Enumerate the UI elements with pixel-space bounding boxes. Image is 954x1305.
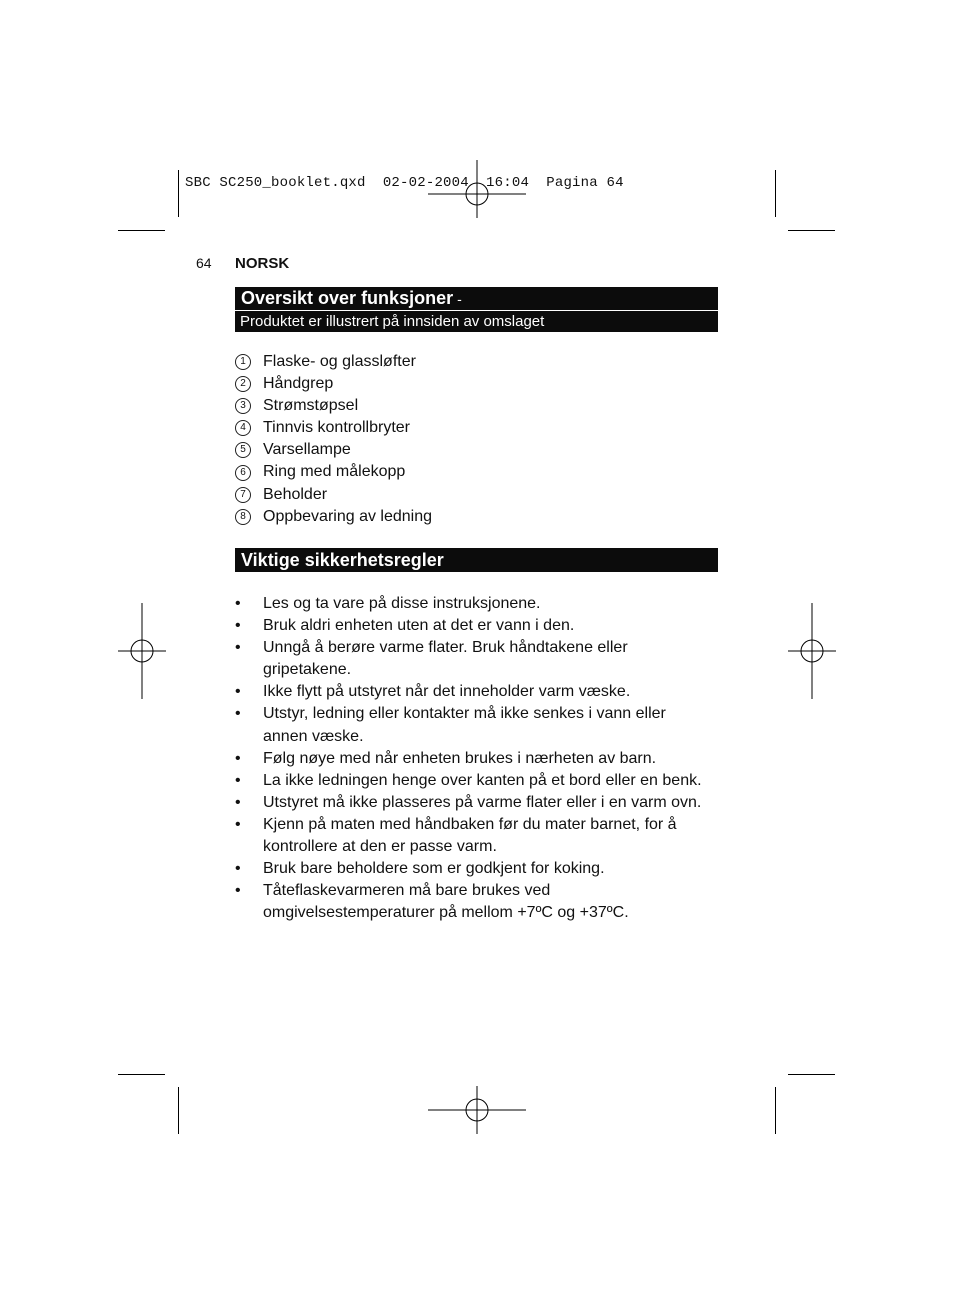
list-item [235,351,432,373]
list-item: • Utstyret må ikke plasseres på varme flater eller i en varm ovn. [235,792,705,814]
list-item: • Følg nøye med når enheten brukes i nærheten av barn. [235,748,705,770]
print-slug: SBC SC250_booklet.qxd 02-02-2004 16:04 Pagina 64 [185,175,624,191]
overview-title-dash: - [457,291,462,307]
feature-label: Håndgrep [263,375,334,393]
list-item [235,373,432,395]
crop-mark [118,230,165,231]
circled-number: 2 [235,376,251,392]
list-item: • Utstyr, ledning eller kontakter må ikke senkes i vann eller annen væske. [235,703,705,747]
safety-title: Viktige sikkerhetsregler [241,550,444,570]
crop-mark [788,1074,835,1075]
circled-number: 8 [235,509,251,525]
feature-label: Ring med målekopp [263,463,406,481]
registration-mark-bottom [428,1086,526,1134]
feature-label: Tinnvis kontrollbryter [263,419,411,437]
list-item [235,439,432,461]
circled-number: 5 [235,442,251,458]
feature-label: Beholder [263,485,328,503]
list-item [235,417,432,439]
list-item [235,395,432,417]
list-item [235,461,432,483]
language-heading: NORSK [235,255,290,272]
list-item: • Tåteflaskevarmeren må bare brukes ved omgivelsestemperaturer på mellom +7ºC og +37ºC. [235,880,705,924]
list-item [235,506,432,528]
safety-heading [235,548,718,572]
circled-number: 6 [235,465,251,481]
feature-list [235,351,432,528]
list-item: • Unngå å berøre varme flater. Bruk håndtakene eller gripetakene. [235,637,705,681]
registration-mark-right [788,603,836,699]
circled-number: 7 [235,487,251,503]
overview-subtitle: Produktet er illustrert på innsiden av omslaget [235,310,718,332]
list-item: • Kjenn på maten med håndbaken før du mater barnet, for å kontrollere at den er passe varm. [235,814,705,858]
feature-label: Oppbevaring av ledning [263,507,433,525]
crop-mark [775,1087,776,1134]
list-item: • Bruk bare beholdere som er godkjent for koking. [235,858,705,880]
overview-title: Oversikt over funksjoner [241,288,454,308]
registration-mark-top [428,160,526,218]
feature-label: Flaske- og glassløfter [263,353,416,370]
crop-mark [178,170,179,217]
circled-number: 3 [235,398,251,414]
list-item: • Les og ta vare på disse instruksjonene. [235,593,705,615]
registration-mark-left [118,603,166,699]
safety-rules-list [235,593,705,924]
crop-mark [775,170,776,217]
list-item: • Bruk aldri enheten uten at det er vann i den. [235,615,705,637]
circled-number: 4 [235,420,251,436]
list-item [235,484,432,506]
feature-label: Strømstøpsel [263,397,359,415]
page-number: 64 [196,255,212,271]
feature-label: Varsellampe [263,441,351,459]
crop-mark [118,1074,165,1075]
list-item: • La ikke ledningen henge over kanten på et bord eller en benk. [235,770,705,792]
list-item: • Ikke flytt på utstyret når det inneholder varm væske. [235,681,705,703]
crop-mark [788,230,835,231]
overview-heading [235,287,718,332]
crop-mark [178,1087,179,1134]
circled-number: 1 [235,354,251,370]
